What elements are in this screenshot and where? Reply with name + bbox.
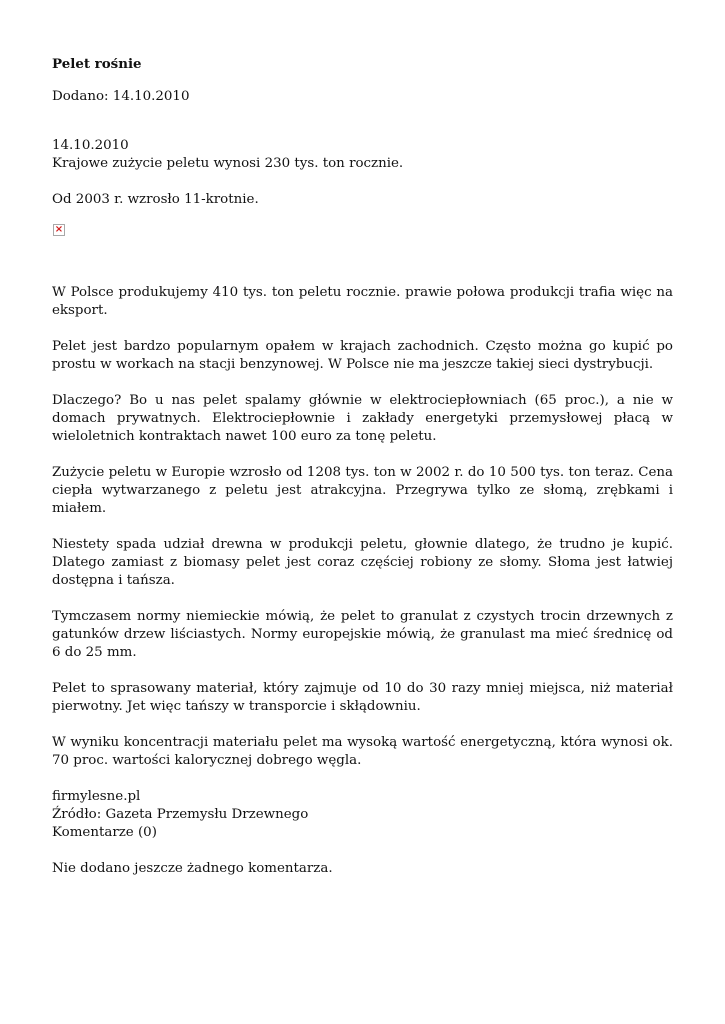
article-title: Pelet rośnie [52,56,142,72]
broken-image-icon: × [54,224,64,235]
paragraph: Dlaczego? Bo u nas pelet spalamy głównie w elektrociepłowniach (65 proc.), a nie w domach prywatnych. Elektrociepłownie i zakłady energetyki przemysłowej płacą w wieloletnich kontraktach nawet 100 euro za tonę peletu. [52,393,673,444]
added-date: Dodano: 14.10.2010 [52,89,190,104]
paragraph: W wyniku koncentracji materiału pelet ma wysoką wartość energetyczną, która wynosi ok. 70 proc. wartości kalorycznej dobrego węgla. [52,735,673,768]
comments-heading: Komentarze (0) [52,825,157,840]
no-comments-message: Nie dodano jeszcze żadnego komentarza. [52,861,333,876]
article [52,55,673,878]
paragraph: W Polsce produkujemy 410 tys. ton peletu rocznie. prawie połowa produkcji trafia więc na eksport. [52,285,673,318]
paragraph: Zużycie peletu w Europie wzrosło od 1208 tys. ton w 2002 r. do 10 500 tys. ton teraz. Cena ciepła wytwarzanego z peletu jest atrakcyjna. Przegrywa tylko ze słomą, zrębkami i miałem. [52,465,673,516]
site-link[interactable]: firmylesne.pl [52,789,141,804]
paragraph: Tymczasem normy niemieckie mówią, że pelet to granulat z czystych trocin drzewnych z gatunków drzew liściastych. Normy europejskie mówią, że granulast ma mieć średnicę od 6 do 25 mm. [52,609,673,660]
paragraph: Pelet to sprasowany materiał, który zajmuje od 10 do 30 razy mniej miejsca, niż materiał pierwotny. Jet więc tańszy w transporcie i skłądowniu. [52,681,673,714]
article-lead: Krajowe zużycie peletu wynosi 230 tys. ton rocznie. [52,156,404,171]
source-line: Źródło: Gazeta Przemysłu Drzewnego [52,807,309,822]
paragraph: Niestety spada udział drewna w produkcji peletu, głownie dlatego, że trudno je kupić. Dlatego zamiast z biomasy pelet jest coraz częściej robiony ze słomy. Słoma jest łatwiej dostępna i tańsza. [52,537,673,588]
article-date: 14.10.2010 [52,138,129,153]
paragraph: Pelet jest bardzo popularnym opałem w krajach zachodnich. Często można go kupić po prostu w workach na stacji benzynowej. W Polsce nie ma jeszcze takiej sieci dystrybucji. [52,339,673,372]
article-sublead: Od 2003 r. wzrosło 11-krotnie. [52,192,259,207]
